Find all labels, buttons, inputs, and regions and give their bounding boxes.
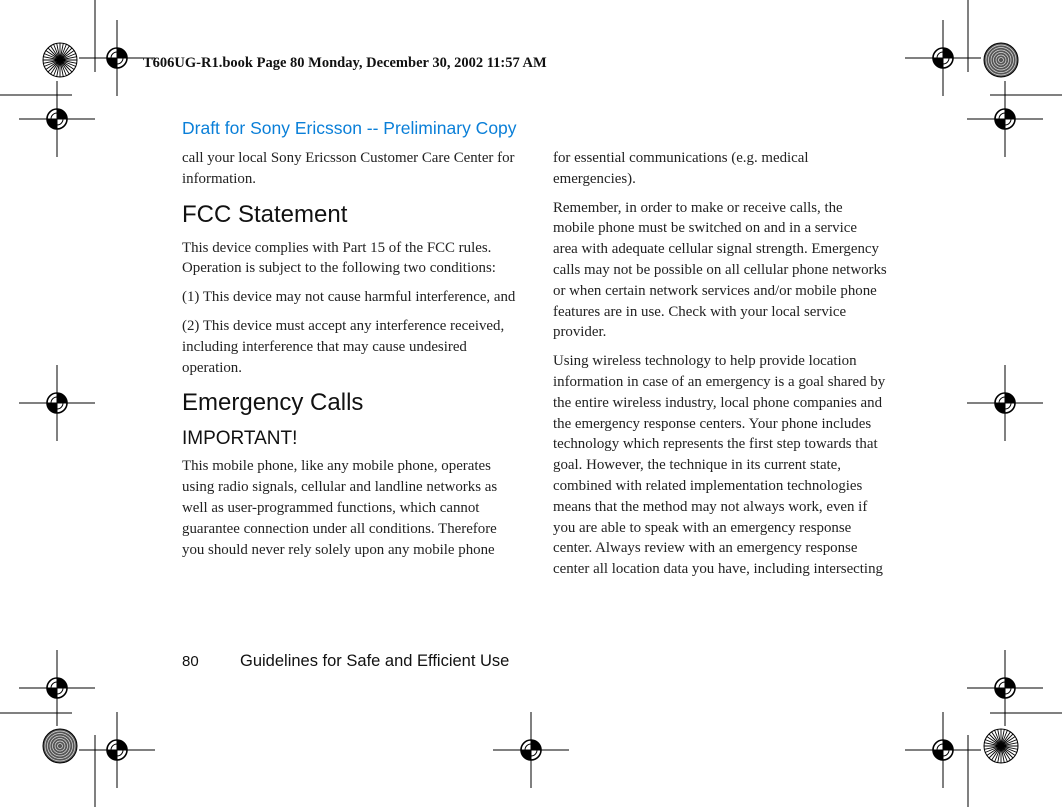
right-paragraph-2: Remember, in order to make or receive calls, the mobile phone must be switched on and in a service area with adequate cellular signal strength. Emergency calls may not be possible on all cellular phone networks or when certain network services and/or mobile phone features are in use. Check with your local service provider.: [553, 199, 887, 341]
important-heading: IMPORTANT!: [182, 428, 298, 450]
emergency-calls-heading: Emergency Calls: [182, 389, 364, 417]
left-column: [182, 148, 542, 568]
fcc-statement-heading: FCC Statement: [182, 200, 348, 228]
page-number: 80: [182, 653, 199, 670]
fcc-condition-1: (1) This device may not cause harmful interference, and: [182, 289, 516, 306]
footer-section-title: Guidelines for Safe and Efficient Use: [240, 652, 510, 670]
fcc-condition-2: (2) This device must accept any interference received, including interference that may cause undesired operation.: [182, 317, 505, 376]
emergency-paragraph-1: This mobile phone, like any mobile phone, operates using radio signals, cellular and landline networks as well as user-programmed functions, which cannot guarantee connection under all conditions. Therefore you should never rely solely upon any mobile phone: [182, 458, 498, 558]
right-paragraph-3: Using wireless technology to help provide location information in case of an emergency is a goal shared by the entire wireless industry, local phone companies and the emergency response centers. Your phone includes technology which represents the first step towards that goal. However, the technique in its current state, combined with related implementation technologies means that the method may not always work, even if you are able to speak with an emergency response center. Always review with an emergency response center all location data you have, including intersecting: [553, 353, 886, 578]
draft-banner: Draft for Sony Ericsson -- Preliminary Copy: [182, 118, 517, 138]
right-column: [553, 148, 913, 588]
intro-paragraph: call your local Sony Ericsson Customer Care Center for information.: [182, 150, 515, 187]
fcc-paragraph-1: This device complies with Part 15 of the FCC rules. Operation is subject to the following two conditions:: [182, 239, 496, 277]
right-paragraph-1: for essential communications (e.g. medical emergencies).: [553, 150, 809, 187]
print-file-header: T606UG-R1.book Page 80 Monday, December 30, 2002 11:57 AM: [143, 55, 547, 71]
